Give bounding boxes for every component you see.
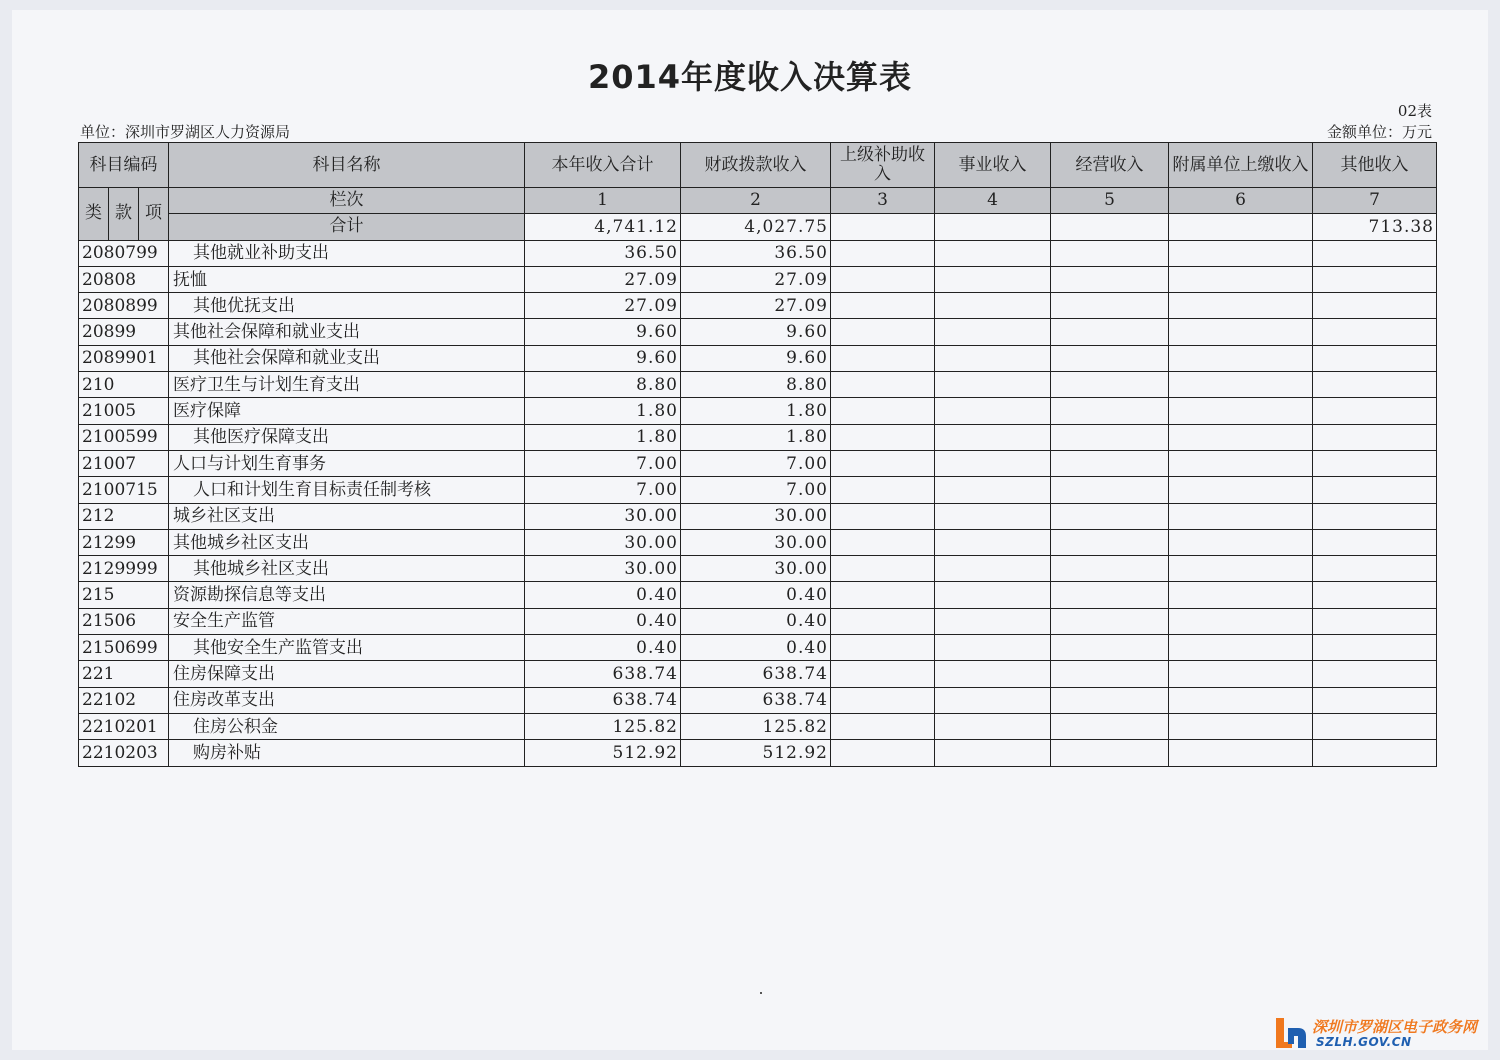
row-operation xyxy=(1051,608,1169,634)
header-xiang: 项 xyxy=(139,188,169,241)
row-fiscal: 638.74 xyxy=(681,687,831,713)
row-name: 住房改革支出 xyxy=(169,687,525,713)
row-operation xyxy=(1051,661,1169,687)
row-total: 125.82 xyxy=(525,713,681,739)
summary-affiliated xyxy=(1169,214,1313,240)
row-other xyxy=(1313,582,1437,608)
row-affiliated xyxy=(1169,293,1313,319)
row-code: 2100715 xyxy=(79,477,169,503)
row-fiscal: 27.09 xyxy=(681,293,831,319)
amount-unit: 金额单位：万元 xyxy=(1326,123,1432,141)
row-operation xyxy=(1051,556,1169,582)
row-code: 215 xyxy=(79,582,169,608)
row-operation xyxy=(1051,477,1169,503)
col-index-6: 6 xyxy=(1169,188,1313,214)
row-operation xyxy=(1051,319,1169,345)
row-operation xyxy=(1051,398,1169,424)
row-superior xyxy=(831,424,935,450)
summary-total: 4,741.12 xyxy=(525,214,681,240)
row-total: 638.74 xyxy=(525,661,681,687)
table-row xyxy=(79,608,1437,634)
table-row xyxy=(79,740,1437,766)
row-fiscal: 30.00 xyxy=(681,529,831,555)
row-total: 0.40 xyxy=(525,635,681,661)
row-superior xyxy=(831,740,935,766)
row-superior xyxy=(831,293,935,319)
row-total: 27.09 xyxy=(525,266,681,292)
row-name: 医疗卫生与计划生育支出 xyxy=(169,372,525,398)
row-other xyxy=(1313,687,1437,713)
row-fiscal: 1.80 xyxy=(681,398,831,424)
summary-other: 713.38 xyxy=(1313,214,1437,240)
table-row xyxy=(79,240,1437,266)
table-row xyxy=(79,345,1437,371)
row-business xyxy=(935,740,1051,766)
row-name: 人口和计划生育目标责任制考核 xyxy=(169,477,525,503)
row-superior xyxy=(831,477,935,503)
data-rows xyxy=(79,240,1437,766)
row-code: 21005 xyxy=(79,398,169,424)
row-fiscal: 7.00 xyxy=(681,450,831,476)
col-index-4: 4 xyxy=(935,188,1051,214)
row-code: 2080899 xyxy=(79,293,169,319)
header-total: 本年收入合计 xyxy=(525,143,681,188)
row-fiscal: 1.80 xyxy=(681,424,831,450)
header-fiscal: 财政拨款收入 xyxy=(681,143,831,188)
row-operation xyxy=(1051,529,1169,555)
col-index-2: 2 xyxy=(681,188,831,214)
row-operation xyxy=(1051,424,1169,450)
row-affiliated xyxy=(1169,319,1313,345)
row-other xyxy=(1313,398,1437,424)
row-fiscal: 27.09 xyxy=(681,266,831,292)
row-fiscal: 30.00 xyxy=(681,503,831,529)
row-superior xyxy=(831,529,935,555)
row-total: 1.80 xyxy=(525,424,681,450)
row-operation xyxy=(1051,345,1169,371)
document-title: 2014年度收入决算表 xyxy=(587,58,913,96)
logo-title: 深圳市罗湖区电子政务网 xyxy=(1312,1018,1478,1036)
table-row xyxy=(79,687,1437,713)
row-business xyxy=(935,582,1051,608)
row-name: 其他安全生产监管支出 xyxy=(169,635,525,661)
row-name: 购房补贴 xyxy=(169,740,525,766)
row-operation xyxy=(1051,450,1169,476)
row-other xyxy=(1313,556,1437,582)
row-other xyxy=(1313,477,1437,503)
row-business xyxy=(935,635,1051,661)
row-name: 城乡社区支出 xyxy=(169,503,525,529)
row-superior xyxy=(831,450,935,476)
row-fiscal: 8.80 xyxy=(681,372,831,398)
row-total: 27.09 xyxy=(525,293,681,319)
row-total: 638.74 xyxy=(525,687,681,713)
row-name: 其他社会保障和就业支出 xyxy=(169,319,525,345)
row-total: 7.00 xyxy=(525,450,681,476)
table-row xyxy=(79,424,1437,450)
row-name: 医疗保障 xyxy=(169,398,525,424)
row-name: 其他社会保障和就业支出 xyxy=(169,345,525,371)
row-affiliated xyxy=(1169,740,1313,766)
row-operation xyxy=(1051,635,1169,661)
row-superior xyxy=(831,398,935,424)
reporting-unit: 单位：深圳市罗湖区人力资源局 xyxy=(80,123,291,141)
logo-url: SZLH.GOV.CN xyxy=(1316,1035,1412,1049)
header-code: 科目编码 xyxy=(79,143,169,188)
header-column-label: 栏次 xyxy=(169,188,525,214)
row-fiscal: 125.82 xyxy=(681,713,831,739)
row-affiliated xyxy=(1169,529,1313,555)
row-business xyxy=(935,661,1051,687)
row-name: 其他城乡社区支出 xyxy=(169,556,525,582)
row-other xyxy=(1313,503,1437,529)
site-logo xyxy=(1272,1012,1482,1054)
header-name: 科目名称 xyxy=(169,143,525,188)
header-kuan: 款 xyxy=(109,188,139,241)
row-superior xyxy=(831,503,935,529)
row-name: 人口与计划生育事务 xyxy=(169,450,525,476)
table-row xyxy=(79,372,1437,398)
row-operation xyxy=(1051,582,1169,608)
row-name: 住房公积金 xyxy=(169,713,525,739)
row-code: 22102 xyxy=(79,687,169,713)
row-total: 9.60 xyxy=(525,319,681,345)
row-name: 其他医疗保障支出 xyxy=(169,424,525,450)
table-row xyxy=(79,450,1437,476)
row-affiliated xyxy=(1169,661,1313,687)
scan-speck xyxy=(760,992,762,994)
row-code: 20808 xyxy=(79,266,169,292)
row-code: 210 xyxy=(79,372,169,398)
row-operation xyxy=(1051,740,1169,766)
row-other xyxy=(1313,635,1437,661)
row-fiscal: 36.50 xyxy=(681,240,831,266)
table-row xyxy=(79,477,1437,503)
row-name: 其他优抚支出 xyxy=(169,293,525,319)
row-affiliated xyxy=(1169,450,1313,476)
row-fiscal: 0.40 xyxy=(681,635,831,661)
header-superior: 上级补助收入 xyxy=(831,143,935,188)
summary-row xyxy=(79,214,1437,240)
row-name: 资源勘探信息等支出 xyxy=(169,582,525,608)
row-operation xyxy=(1051,713,1169,739)
col-index-1: 1 xyxy=(525,188,681,214)
row-fiscal: 9.60 xyxy=(681,319,831,345)
header-affiliated: 附属单位上缴收入 xyxy=(1169,143,1313,188)
col-index-5: 5 xyxy=(1051,188,1169,214)
row-total: 30.00 xyxy=(525,529,681,555)
header-row xyxy=(79,143,1437,188)
row-fiscal: 7.00 xyxy=(681,477,831,503)
row-total: 1.80 xyxy=(525,398,681,424)
row-code: 2210201 xyxy=(79,713,169,739)
row-affiliated xyxy=(1169,503,1313,529)
row-name: 其他就业补助支出 xyxy=(169,240,525,266)
row-other xyxy=(1313,661,1437,687)
row-operation xyxy=(1051,372,1169,398)
summary-operation xyxy=(1051,214,1169,240)
row-business xyxy=(935,450,1051,476)
row-fiscal: 512.92 xyxy=(681,740,831,766)
table-number: 02表 xyxy=(1397,102,1432,120)
row-superior xyxy=(831,319,935,345)
row-affiliated xyxy=(1169,398,1313,424)
row-total: 512.92 xyxy=(525,740,681,766)
row-code: 20899 xyxy=(79,319,169,345)
row-total: 8.80 xyxy=(525,372,681,398)
row-affiliated xyxy=(1169,608,1313,634)
row-operation xyxy=(1051,266,1169,292)
table-row xyxy=(79,713,1437,739)
summary-fiscal: 4,027.75 xyxy=(681,214,831,240)
row-business xyxy=(935,372,1051,398)
row-total: 30.00 xyxy=(525,556,681,582)
row-fiscal: 638.74 xyxy=(681,661,831,687)
row-name: 安全生产监管 xyxy=(169,608,525,634)
header-lei: 类 xyxy=(79,188,109,241)
table-row xyxy=(79,556,1437,582)
column-index-row xyxy=(79,188,1437,214)
row-fiscal: 9.60 xyxy=(681,345,831,371)
row-superior xyxy=(831,266,935,292)
logo-mark-icon xyxy=(1272,1014,1310,1050)
row-total: 9.60 xyxy=(525,345,681,371)
table-row xyxy=(79,529,1437,555)
table-row xyxy=(79,319,1437,345)
row-other xyxy=(1313,740,1437,766)
row-code: 2150699 xyxy=(79,635,169,661)
row-affiliated xyxy=(1169,424,1313,450)
table-row xyxy=(79,661,1437,687)
row-code: 2129999 xyxy=(79,556,169,582)
row-superior xyxy=(831,635,935,661)
row-business xyxy=(935,293,1051,319)
row-total: 30.00 xyxy=(525,503,681,529)
row-business xyxy=(935,319,1051,345)
row-other xyxy=(1313,450,1437,476)
row-superior xyxy=(831,345,935,371)
row-code: 2089901 xyxy=(79,345,169,371)
row-name: 其他城乡社区支出 xyxy=(169,529,525,555)
row-code: 221 xyxy=(79,661,169,687)
row-business xyxy=(935,687,1051,713)
row-fiscal: 0.40 xyxy=(681,608,831,634)
row-operation xyxy=(1051,503,1169,529)
row-total: 0.40 xyxy=(525,608,681,634)
row-superior xyxy=(831,240,935,266)
row-business xyxy=(935,503,1051,529)
col-index-3: 3 xyxy=(831,188,935,214)
row-name: 住房保障支出 xyxy=(169,661,525,687)
row-affiliated xyxy=(1169,240,1313,266)
table-row xyxy=(79,266,1437,292)
row-business xyxy=(935,608,1051,634)
row-other xyxy=(1313,713,1437,739)
row-fiscal: 30.00 xyxy=(681,556,831,582)
row-affiliated xyxy=(1169,345,1313,371)
row-business xyxy=(935,345,1051,371)
row-other xyxy=(1313,529,1437,555)
row-affiliated xyxy=(1169,556,1313,582)
table-row xyxy=(79,503,1437,529)
row-code: 21299 xyxy=(79,529,169,555)
row-total: 36.50 xyxy=(525,240,681,266)
row-business xyxy=(935,713,1051,739)
row-other xyxy=(1313,424,1437,450)
summary-business xyxy=(935,214,1051,240)
row-operation xyxy=(1051,240,1169,266)
row-affiliated xyxy=(1169,372,1313,398)
row-superior xyxy=(831,713,935,739)
row-business xyxy=(935,424,1051,450)
row-affiliated xyxy=(1169,713,1313,739)
row-other xyxy=(1313,240,1437,266)
row-business xyxy=(935,477,1051,503)
header-business: 事业收入 xyxy=(935,143,1051,188)
row-name: 抚恤 xyxy=(169,266,525,292)
row-business xyxy=(935,556,1051,582)
row-operation xyxy=(1051,293,1169,319)
row-affiliated xyxy=(1169,477,1313,503)
row-code: 2080799 xyxy=(79,240,169,266)
header-other: 其他收入 xyxy=(1313,143,1437,188)
summary-superior xyxy=(831,214,935,240)
row-fiscal: 0.40 xyxy=(681,582,831,608)
row-superior xyxy=(831,608,935,634)
row-code: 21506 xyxy=(79,608,169,634)
row-total: 0.40 xyxy=(525,582,681,608)
row-operation xyxy=(1051,687,1169,713)
row-business xyxy=(935,240,1051,266)
row-code: 2100599 xyxy=(79,424,169,450)
income-final-accounts-table xyxy=(78,142,1437,767)
row-total: 7.00 xyxy=(525,477,681,503)
row-business xyxy=(935,266,1051,292)
row-code: 212 xyxy=(79,503,169,529)
row-affiliated xyxy=(1169,266,1313,292)
table-row xyxy=(79,398,1437,424)
row-other xyxy=(1313,608,1437,634)
row-other xyxy=(1313,266,1437,292)
row-superior xyxy=(831,372,935,398)
row-other xyxy=(1313,319,1437,345)
row-superior xyxy=(831,582,935,608)
row-code: 21007 xyxy=(79,450,169,476)
table-row xyxy=(79,293,1437,319)
table-row xyxy=(79,582,1437,608)
row-superior xyxy=(831,556,935,582)
row-code: 2210203 xyxy=(79,740,169,766)
table-row xyxy=(79,635,1437,661)
row-affiliated xyxy=(1169,582,1313,608)
row-business xyxy=(935,529,1051,555)
header-operation: 经营收入 xyxy=(1051,143,1169,188)
row-other xyxy=(1313,345,1437,371)
row-business xyxy=(935,398,1051,424)
col-index-7: 7 xyxy=(1313,188,1437,214)
row-superior xyxy=(831,687,935,713)
row-superior xyxy=(831,661,935,687)
row-other xyxy=(1313,372,1437,398)
row-affiliated xyxy=(1169,635,1313,661)
row-affiliated xyxy=(1169,687,1313,713)
summary-label: 合计 xyxy=(169,214,525,240)
row-other xyxy=(1313,293,1437,319)
